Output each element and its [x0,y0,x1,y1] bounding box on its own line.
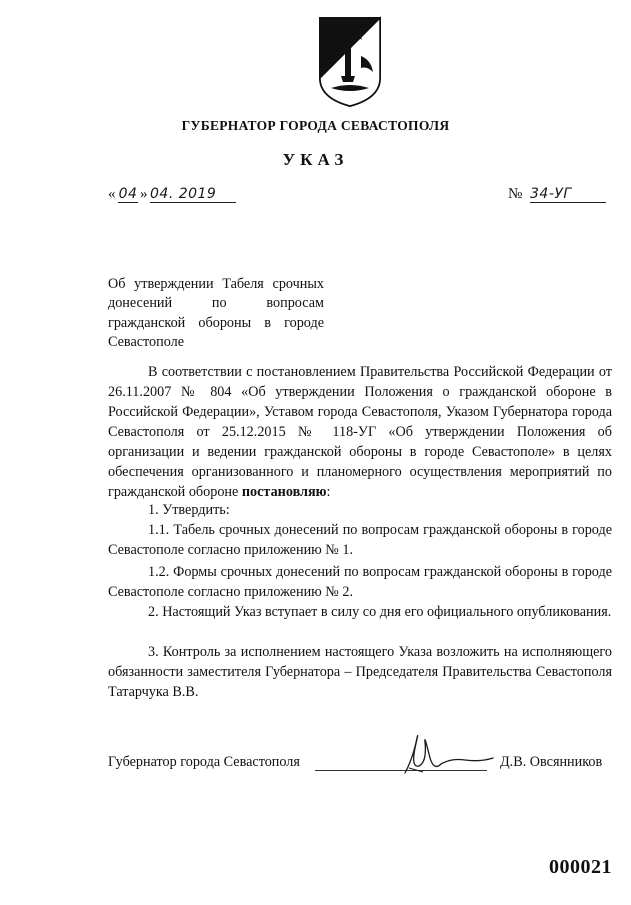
organization-title: ГУБЕРНАТОР ГОРОДА СЕВАСТОПОЛЯ [181,118,450,133]
number-label: № [508,186,523,202]
number-value: 34-УГ [530,186,606,203]
preamble-emphasis: постановляю [241,484,327,500]
handwritten-signature [395,728,495,783]
item-1-1: 1.1. Табель срочных донесений по вопросам гражданской обороны в городе Севастополе согласно приложению № 1. [108,522,612,558]
date-day: 04 [118,186,138,202]
document-number [508,186,608,208]
sevastopol-coat-of-arms-icon [317,16,383,108]
date-open-quote: « [108,186,116,202]
document-subject: Об утверждении Табеля срочных донесений по вопросам гражданской обороны в городе Севастополе [108,276,324,350]
item-1: 1. Утвердить: [148,502,230,518]
preamble-paragraph [108,362,612,502]
signatory-name: Д.В. Овсянников [500,754,603,770]
item-1-2: 1.2. Формы срочных донесений по вопросам гражданской обороны в городе Севастополе согласно приложению № 2. [108,564,612,600]
document-type-title: УКАЗ [282,150,349,169]
document-date [108,186,248,208]
preamble-end: : [326,484,331,500]
item-3: 3. Контроль за исполнением настоящего Указа возложить на исполняющего обязанности заместителя Губернатора – Председателя Правительства Севастополя Татарчука В.В. [108,644,612,700]
date-close-quote: » [140,186,148,202]
document-code: 000021 [549,856,612,878]
date-month-year: 04. 2019 [150,186,236,203]
preamble-text: В соответствии с постановлением Правительства Российской Федерации от 26.11.2007 № 804 «Об утверждении Положения о гражданской обороне в Российской Федерации», Уставом города Севастополя, Указом Губернатора города Севастополя от 25.12.2015 № 118-УГ «Об утверждении Положения об организации и ведении гражданской обороны в городе Севастополе» в целях обеспечения организованного и планомерного осуществления мероприятий по гражданской обороне [108,364,612,500]
item-2: 2. Настоящий Указ вступает в силу со дня его официального опубликования. [148,604,612,620]
signatory-position: Губернатор города Севастополя [108,754,300,770]
